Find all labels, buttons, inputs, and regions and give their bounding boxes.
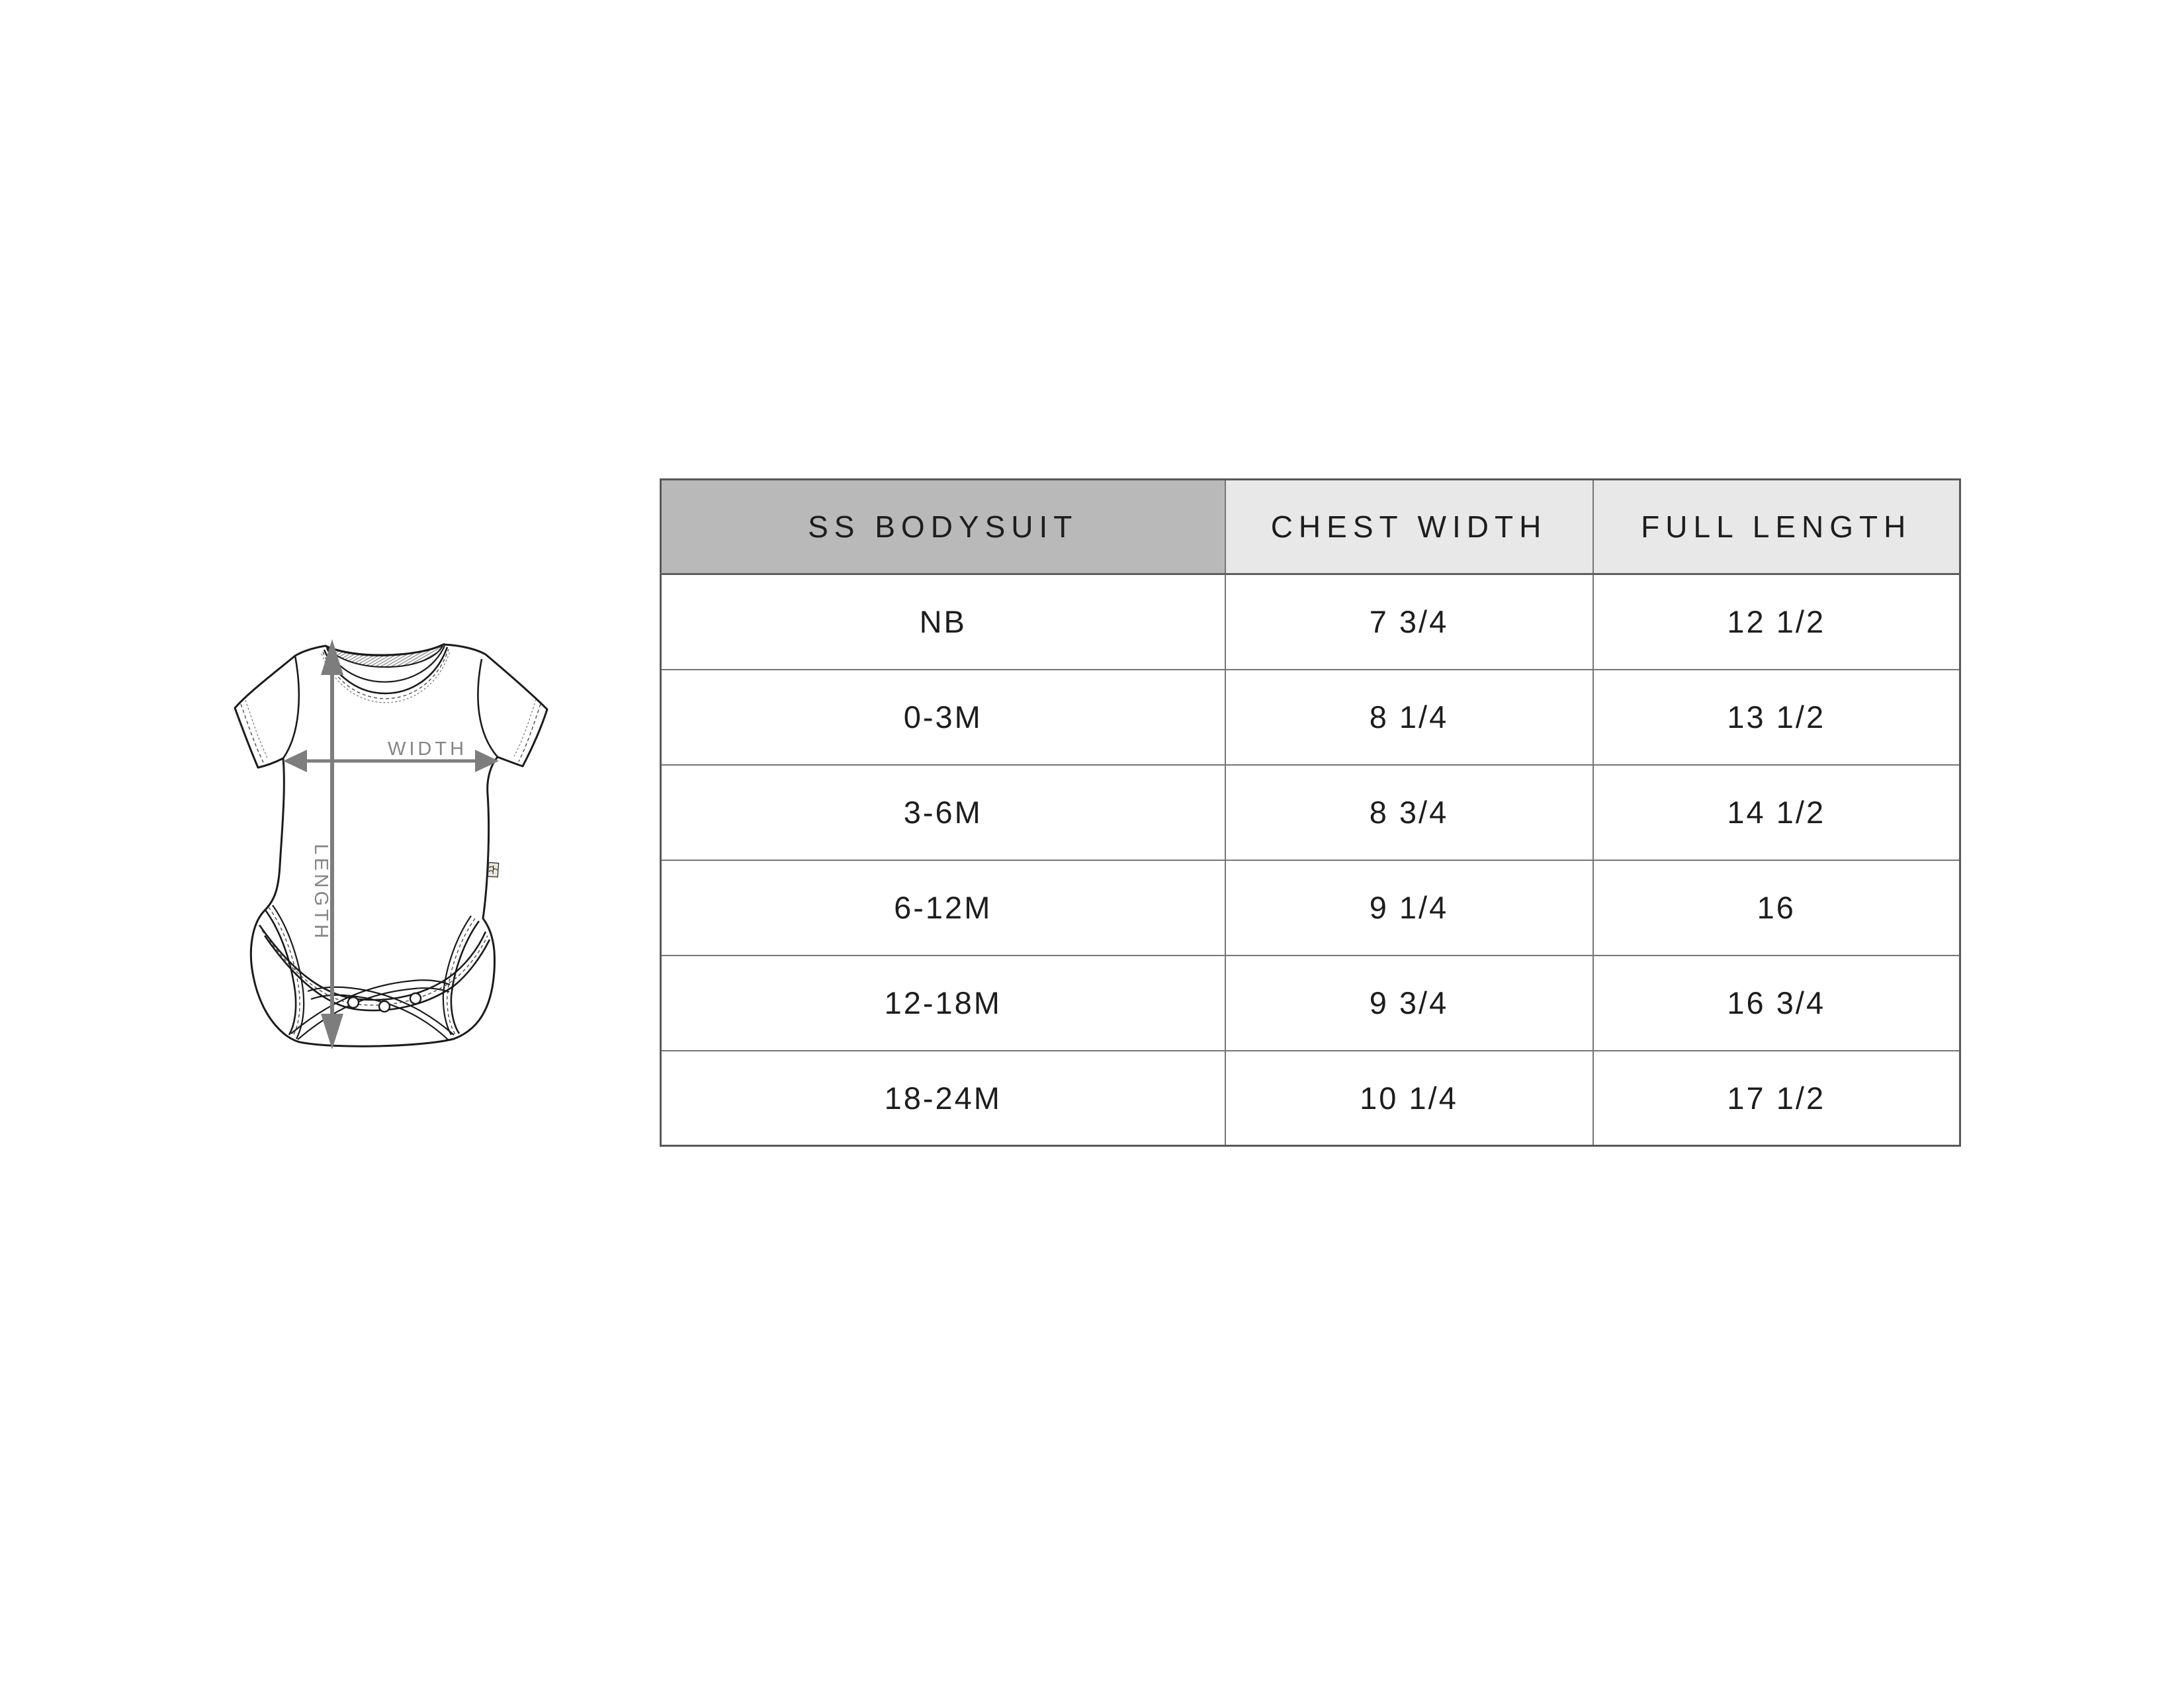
- cell-size: 12-18M: [661, 955, 1225, 1051]
- cell-full-length: 12 1/2: [1593, 574, 1960, 670]
- cell-full-length: 14 1/2: [1593, 765, 1960, 860]
- cell-size: 18-24M: [661, 1051, 1225, 1146]
- length-dimension-label: LENGTH: [310, 844, 331, 942]
- cell-size: 0-3M: [661, 670, 1225, 765]
- cell-chest-width: 8 1/4: [1225, 670, 1593, 765]
- table-row: [661, 574, 1960, 670]
- header-size-column: SS BODYSUIT: [661, 480, 1225, 574]
- cell-chest-width: 7 3/4: [1225, 574, 1593, 670]
- table-row: [661, 670, 1960, 765]
- table-row: [661, 1051, 1960, 1146]
- cell-full-length: 17 1/2: [1593, 1051, 1960, 1146]
- cell-chest-width: 9 1/4: [1225, 860, 1593, 955]
- table-row: [661, 860, 1960, 955]
- cell-size: 3-6M: [661, 765, 1225, 860]
- header-chest-width-column: CHEST WIDTH: [1225, 480, 1593, 574]
- header-full-length-column: FULL LENGTH: [1593, 480, 1960, 574]
- size-table-header: [661, 480, 1960, 574]
- header-row: [661, 480, 1960, 574]
- width-dimension-label: WIDTH: [387, 738, 468, 760]
- bodysuit-size-diagram: [225, 634, 556, 1057]
- size-table: [660, 478, 1961, 1147]
- cell-full-length: 13 1/2: [1593, 670, 1960, 765]
- table-row: [661, 765, 1960, 860]
- cell-size: NB: [661, 574, 1225, 670]
- cell-full-length: 16 3/4: [1593, 955, 1960, 1051]
- brand-tag: [488, 862, 498, 877]
- cell-chest-width: 9 3/4: [1225, 955, 1593, 1051]
- size-table-body: [661, 574, 1960, 1146]
- snap-button: [348, 997, 359, 1008]
- bodysuit-outline: [235, 644, 547, 1046]
- cell-chest-width: 8 3/4: [1225, 765, 1593, 860]
- table-row: [661, 955, 1960, 1051]
- cell-chest-width: 10 1/4: [1225, 1051, 1593, 1146]
- cell-full-length: 16: [1593, 860, 1960, 955]
- snap-button: [379, 1001, 390, 1012]
- snap-button: [410, 993, 421, 1004]
- cell-size: 6-12M: [661, 860, 1225, 955]
